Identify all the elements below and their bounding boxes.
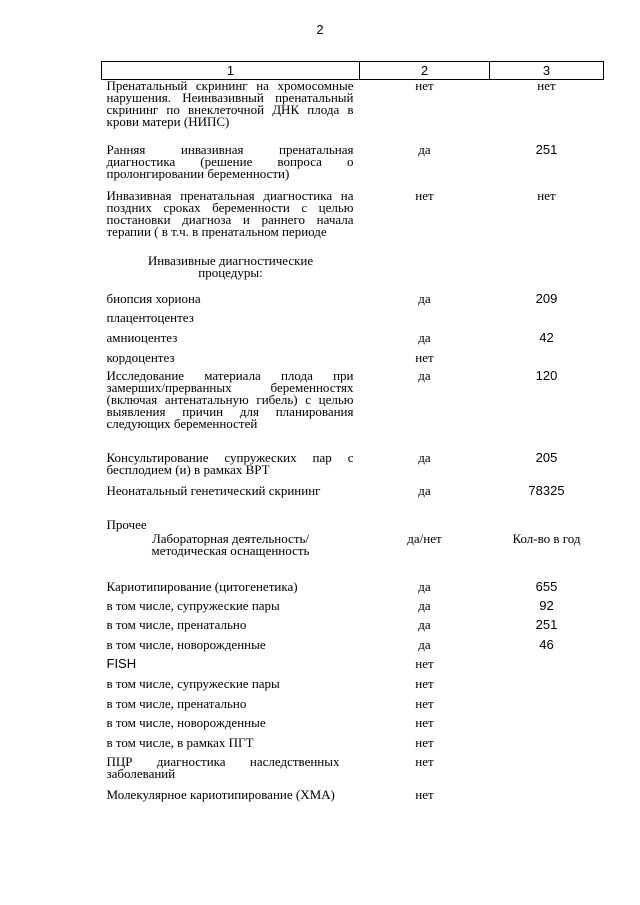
row-availability: нет	[415, 187, 434, 203]
table-row	[102, 533, 604, 581]
table-row	[102, 737, 604, 756]
row-name: Исследование материала плода при замерших/прерванных беременностях (включая антенатальную гибель) с целью выявления причин для планирования следующих беременностей	[106, 367, 354, 431]
column-heading-availability: да/нет	[407, 530, 442, 546]
table-row	[102, 144, 604, 190]
row-name: в том числе, новорожденные	[106, 636, 266, 652]
table-row	[102, 370, 604, 452]
row-count: 209	[535, 290, 558, 306]
table-row	[102, 452, 604, 485]
row-name: Пренатальный скрининг на хромосомные нарушения. Неинвазивный пренатальный скрининг по внеклеточной ДНК плода в крови матери (НИПС)	[106, 78, 354, 129]
row-name: в том числе, в рамках ПГТ	[106, 734, 254, 750]
row-name: плацентоцентез	[106, 309, 194, 325]
row-count: нет	[537, 187, 556, 203]
table-row	[102, 717, 604, 737]
row-count	[490, 352, 604, 370]
column-heading-count: Кол-во в год	[512, 530, 581, 546]
row-name: Консультирование супружеских пар с бесплодием (и) в рамках ВРТ	[106, 449, 354, 477]
table-row	[102, 678, 604, 698]
row-availability: да	[418, 597, 431, 613]
row-availability: да	[418, 482, 431, 498]
row-availability: да	[418, 616, 431, 632]
row-name: кордоцентез	[106, 349, 175, 365]
row-availability: да	[418, 636, 431, 652]
row-name: биопсия хориона	[106, 290, 201, 306]
table-row	[102, 293, 604, 312]
row-name: ПЦР диагностика наследственных заболеваний	[106, 753, 340, 781]
table-row	[102, 581, 604, 600]
row-count: 205	[535, 449, 558, 465]
row-availability: нет	[415, 786, 434, 802]
header-col-3: 3	[490, 62, 604, 80]
row-count	[490, 255, 604, 293]
row-name: в том числе, пренатально	[106, 616, 247, 632]
row-count	[490, 312, 604, 332]
row-name: Ранняя инвазивная пренатальная диагностика (решение вопроса о пролонгировании беременности)	[106, 141, 354, 181]
table-row	[102, 658, 604, 678]
row-name: в том числе, пренатально	[106, 695, 247, 711]
row-count	[490, 756, 604, 789]
row-name: в том числе, супружеские пары	[106, 675, 280, 691]
row-name: Прочее	[106, 516, 147, 532]
row-name: Инвазивная пренатальная диагностика на поздних сроках беременности с целью постановки диагноза и раннего начала терапии ( в т.ч. в пренатальном периоде	[106, 187, 354, 239]
row-count: 655	[535, 578, 558, 594]
row-count	[490, 678, 604, 698]
table-row	[102, 332, 604, 352]
row-name: Неонатальный генетический скрининг	[106, 482, 321, 498]
row-count: 251	[535, 616, 558, 632]
table-row	[102, 698, 604, 717]
row-count: 251	[535, 141, 558, 157]
row-count: нет	[537, 78, 556, 93]
row-count	[490, 717, 604, 737]
row-count	[490, 658, 604, 678]
services-table	[101, 61, 604, 821]
section-heading: Инвазивные диагностические процедуры:	[147, 252, 314, 280]
row-name: амниоцентез	[106, 329, 178, 345]
row-availability: да	[418, 367, 431, 383]
table-row	[102, 756, 604, 789]
row-count: 42	[539, 329, 554, 345]
table-row	[102, 255, 604, 293]
row-availability: нет	[415, 675, 434, 691]
row-count	[490, 789, 604, 821]
row-availability: нет	[415, 734, 434, 750]
table-row	[102, 312, 604, 332]
row-count: 120	[535, 367, 558, 383]
row-availability: нет	[415, 655, 434, 671]
row-availability: нет	[415, 349, 434, 365]
row-availability: нет	[415, 78, 434, 93]
row-name: в том числе, новорожденные	[106, 714, 266, 730]
row-name: FISH	[106, 655, 137, 671]
row-availability	[360, 255, 490, 293]
row-availability: нет	[415, 753, 434, 769]
row-name: в том числе, супружеские пары	[106, 597, 280, 613]
header-col-1: 1	[102, 62, 360, 80]
table-row	[102, 789, 604, 821]
section-heading: Лабораторная деятельность/методическая оснащенность	[151, 530, 310, 558]
row-availability: да	[418, 578, 431, 594]
row-count	[490, 737, 604, 756]
row-availability: да	[418, 329, 431, 345]
table-row	[102, 190, 604, 255]
row-count	[490, 698, 604, 717]
table-header	[102, 62, 604, 80]
header-col-2: 2	[360, 62, 490, 80]
row-count: 78325	[528, 482, 565, 498]
row-availability: нет	[415, 695, 434, 711]
table-row	[102, 619, 604, 639]
row-count: 46	[539, 636, 554, 652]
row-name: Кариотипирование (цитогенетика)	[106, 578, 298, 594]
row-availability: да	[418, 141, 431, 157]
row-availability: нет	[415, 714, 434, 730]
row-availability: да	[418, 449, 431, 465]
table-row	[102, 600, 604, 619]
row-availability: да	[418, 290, 431, 306]
row-availability	[360, 312, 490, 332]
table-row	[102, 80, 604, 144]
row-name: Молекулярное кариотипирование (ХМА)	[106, 786, 335, 802]
table-row	[102, 485, 604, 519]
table-row	[102, 639, 604, 658]
table-row	[102, 352, 604, 370]
page-number: 2	[316, 22, 324, 37]
row-count: 92	[539, 597, 554, 613]
